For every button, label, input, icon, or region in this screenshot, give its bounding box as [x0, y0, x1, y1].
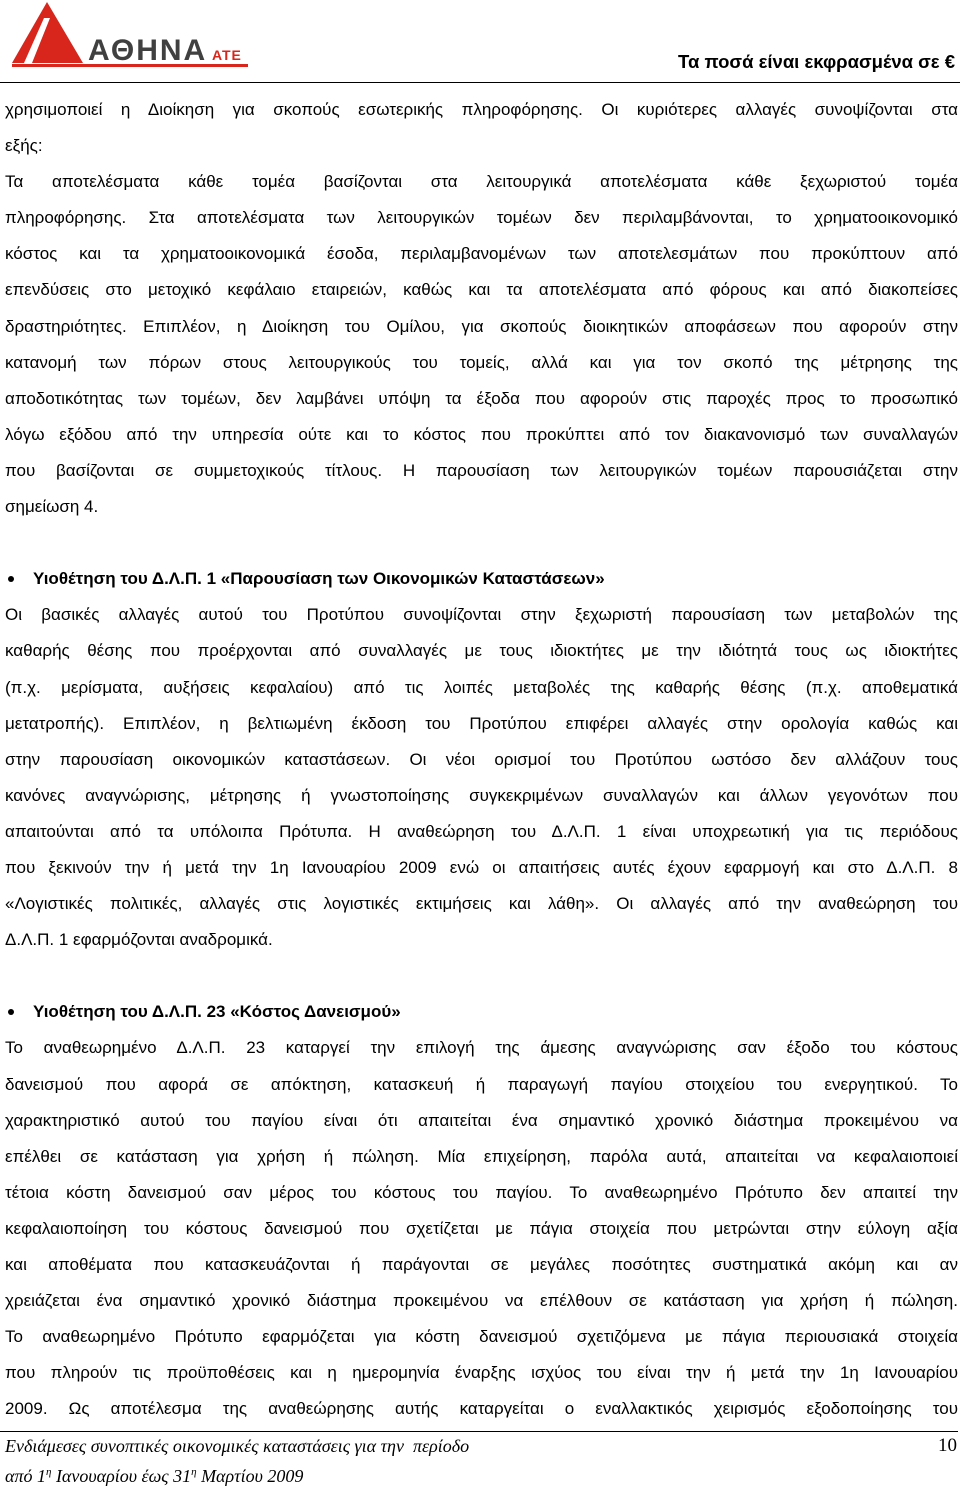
text-line: λόγω εξόδου από την υπηρεσία ούτε και το κόστος που προκύπτει από τον διακανονισμό των συναλλαγών: [5, 424, 958, 444]
spacer: [5, 525, 958, 561]
text-line: επέλθει σε κατάσταση για χρήση ή πώληση. Μία επιχείρηση, παρόλα αυτά, απαιτείται να κεφαλαιοποιεί: [5, 1146, 958, 1166]
text-line: Οι βασικές αλλαγές αυτού του Προτύπου συνοψίζονται στην ξεχωριστή παρουσίαση των μεταβολών της: [5, 605, 958, 625]
section: [5, 994, 958, 1427]
text-line: που ξεκινούν την ή μετά την 1η Ιανουαρίου 2009 ενώ οι απαιτήσεις αυτές έχουν εφαρμογή και στο Δ.Λ.Π. 8: [5, 857, 958, 877]
text-line: Το αναθεωρημένο Δ.Λ.Π. 23 καταργεί την επιλογή της άμεσης αναγνώρισης σαν έξοδο του κόστους: [5, 1038, 958, 1058]
period-from: από 1: [5, 1466, 46, 1486]
text-line: πληροφόρησης. Στα αποτελέσματα των λειτουργικών τομέων δεν περιλαμβάνονται, το χρηματοοικονομικό: [5, 208, 958, 228]
text-line: χαρακτηριστικό αυτού του παγίου είναι ότι απαιτείται ένα σημαντικό χρονικό διάστημα προκειμένου να: [5, 1110, 958, 1130]
section-heading: [5, 994, 958, 1030]
athena-ate-logo: [0, 0, 260, 72]
text-line: καθαρής θέσης που προέρχονται από συναλλαγές με τους ιδιοκτήτες με την ιδιότητά τους ως ιδιοκτήτες: [5, 641, 958, 661]
text-line: Δ.Λ.Π. 1 εφαρμόζονται αναδρομικά.: [5, 930, 273, 950]
text-line: απαιτούνται από τα υπόλοιπα Πρότυπα. Η αναθεώρηση του Δ.Λ.Π. 1 είναι υποχρεωτική για τις περιόδους: [5, 821, 958, 841]
text-line: που βασίζονται σε συμμετοχικούς τίτλους. Η παρουσίαση των λειτουργικών τομέων παρουσιάζεται στην: [5, 460, 958, 480]
period-to: Μαρτίου 2009: [196, 1466, 304, 1486]
text-line: σημείωση 4.: [5, 497, 99, 517]
footer-title: Ενδιάμεσες συνοπτικές οικονομικές καταστάσεις για την περίοδο: [5, 1436, 470, 1456]
bullet-icon: [8, 576, 14, 582]
document-body: [5, 92, 958, 1427]
text-line: (π.χ. μερίσματα, αυξήσεις κεφαλαίου) από τις λοιπές μεταβολές της καθαρής θέσης (π.χ. αποθεματικά: [5, 677, 958, 697]
header-divider: [0, 82, 960, 83]
text-line: μετατροπής). Επιπλέον, η βελτιωμένη έκδοση του Προτύπου επιφέρει αλλαγές στην ορολογία καθώς και: [5, 713, 958, 733]
text-line: τέτοια κόστη δανεισμού σαν μέρος του κόστους του παγίου. Το αναθεωρημένο Πρότυπο δεν απαιτεί την: [5, 1182, 958, 1202]
text-line: που πληρούν τις προϋποθέσεις και η ημερομηνία έναρξης ισχύος του είναι την ή μετά την 1η Ιανουαρίου: [5, 1363, 958, 1383]
text-line: 2009. Ως αποτέλεσμα της αναθεώρησης αυτής καταργείται ο εναλλακτικός χειρισμός εξοδοποίησης του: [5, 1399, 958, 1419]
paragraph: [5, 92, 958, 164]
period-middle: Ιανουαρίου έως 31: [51, 1466, 192, 1486]
section-heading-text: Υιοθέτηση του Δ.Λ.Π. 1 «Παρουσίαση των Οικονομικών Καταστάσεων»: [33, 569, 605, 589]
text-line: κεφαλαιοποίηση του κόστους δανεισμού που σχετίζεται με πάγια στοιχεία που μετρώνται στην εύλογη αξία: [5, 1218, 958, 1238]
section-heading: [5, 561, 958, 597]
ordinal-suffix: η: [45, 1466, 52, 1478]
spacer: [5, 958, 958, 994]
paragraph: [5, 164, 958, 525]
bullet-icon: [8, 1009, 14, 1015]
page-number: 10: [938, 1435, 957, 1456]
text-line: χρειάζεται ένα σημαντικό χρονικό διάστημα προκειμένου να επέλθουν σε κατάσταση για χρήση ή πώληση.: [5, 1291, 958, 1311]
text-line: επενδύσεις στο μετοχικό κεφάλαιο εταιρειών, καθώς και τα αποτελέσματα από φόρους και από διακοπείσες: [5, 280, 958, 300]
logo-suffix: ΑΤΕ: [212, 47, 242, 63]
text-line: δανεισμού που αφορά σε απόκτηση, κατασκευή ή παραγωγή παγίου στοιχείου του ενεργητικού. Το: [5, 1074, 958, 1094]
text-line: Το αναθεωρημένο Πρότυπο εφαρμόζεται για κόστη δανεισμού σχετιζόμενα με πάγια περιουσιακά στοιχεία: [5, 1327, 958, 1347]
logo-name: ΑΘΗΝΑ: [88, 34, 208, 67]
footer-period: [5, 1464, 303, 1488]
text-line: κατανομή των πόρων στους λειτουργικούς του τομείς, αλλά και για τον σκοπό της μέτρησης της: [5, 352, 958, 372]
text-line: Τα αποτελέσματα κάθε τομέα βασίζονται στα λειτουργικά αποτελέσματα κάθε ξεχωριστού τομέα: [5, 172, 958, 192]
text-line: δραστηριότητες. Επιπλέον, η Διοίκηση του Ομίλου, για σκοπούς διοικητικών αποφάσεων που αφορούν στην: [5, 316, 958, 336]
ordinal-suffix: η: [191, 1466, 197, 1478]
section: [5, 561, 958, 958]
text-line: κόστος και τα χρηματοοικονομικά έσοδα, περιλαμβανομένων των αποτελεσμάτων που προκύπτουν από: [5, 244, 958, 264]
text-line: εξής:: [5, 136, 43, 156]
triangle-logo-icon: [12, 2, 83, 63]
text-line: «Λογιστικές πολιτικές, αλλαγές στις λογιστικές εκτιμήσεις και λάθη». Οι αλλαγές από την αναθεώρηση του: [5, 894, 958, 914]
text-line: στην παρουσίαση οικονομικών καταστάσεων. Οι νέοι ορισμοί του Προτύπου ωστόσο δεν αλλάζουν τους: [5, 749, 958, 769]
currency-note: Τα ποσά είναι εκφρασμένα σε €: [678, 51, 955, 72]
text-line: κανόνες αναγνώρισης, μέτρησης ή γνωστοποίησης συγκεκριμένων συναλλαγών και άλλων γεγονότων που: [5, 785, 958, 805]
text-line: χρησιμοποιεί η Διοίκηση για σκοπούς εσωτερικής πληροφόρησης. Οι κυριότερες αλλαγές συνοψίζονται στα: [5, 100, 958, 119]
text-line: και αποθέματα που κατασκευάζονται ή παράγονται σε μεγάλες ποσότητες συστηματικά ακόμη και αν: [5, 1255, 958, 1274]
footer-divider: [0, 1431, 958, 1432]
text-line: αποδοτικότητας των τομέων, δεν λαμβάνει υπόψη τα έξοδα που αφορούν στις παροχές προς το προσωπικό: [5, 388, 958, 408]
section-heading-text: Υιοθέτηση του Δ.Λ.Π. 23 «Κόστος Δανεισμού»: [33, 1002, 401, 1022]
